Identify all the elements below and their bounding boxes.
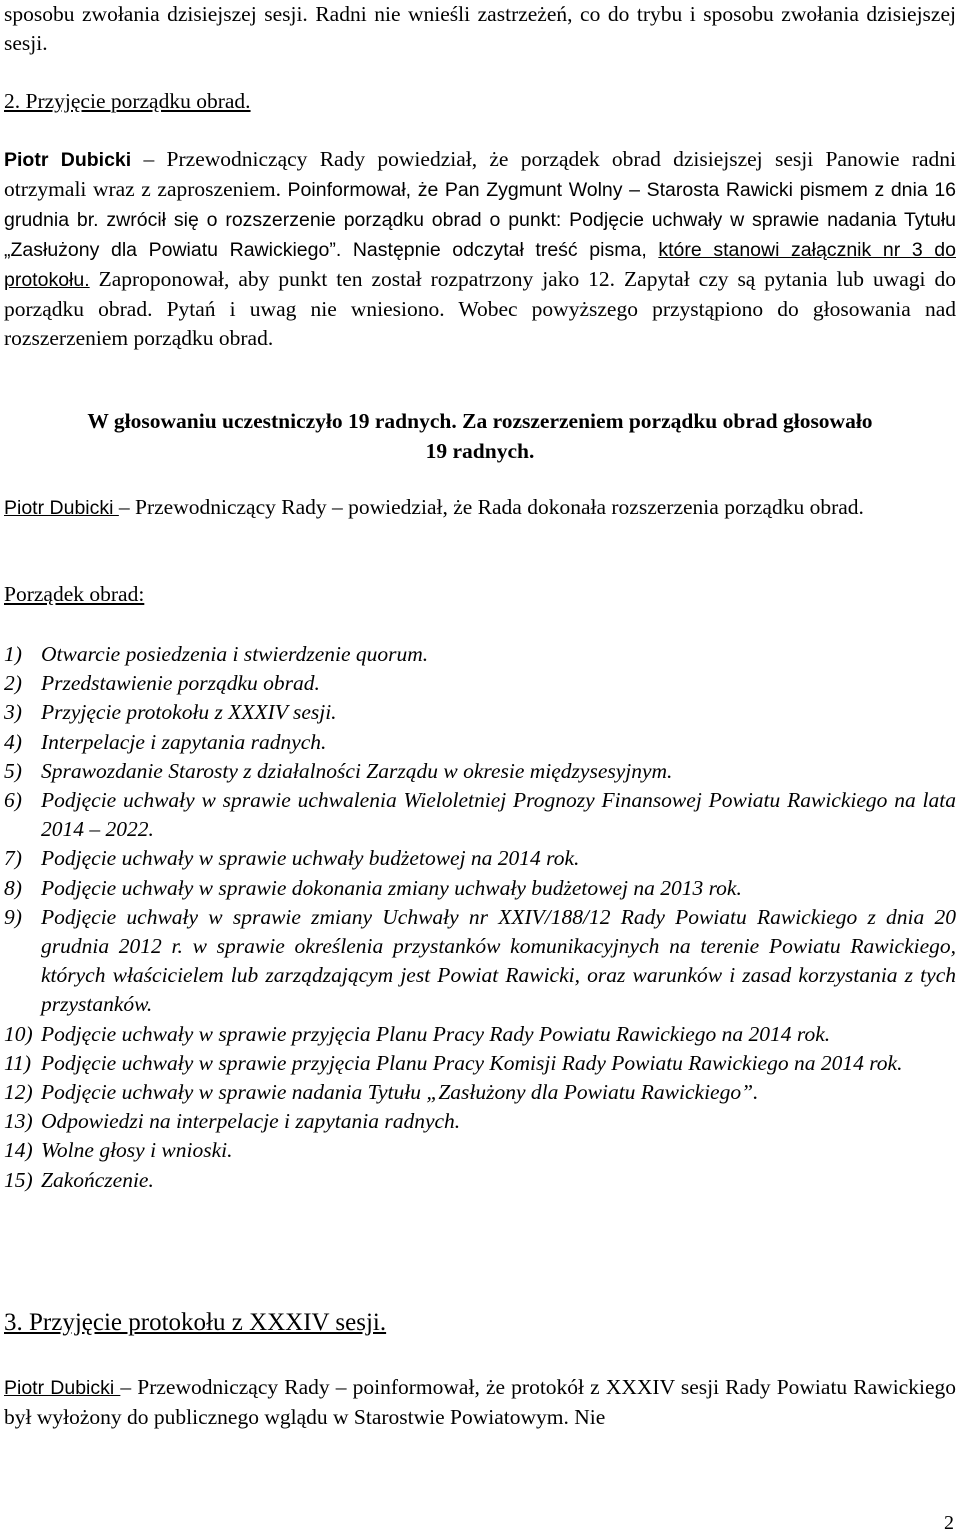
agenda-item-text: Przedstawienie porządku obrad. [41, 671, 320, 696]
agenda-item [4, 1136, 956, 1165]
agenda-item-number: 11) [4, 1050, 32, 1075]
agenda-item-number: 15) [4, 1167, 33, 1192]
section-2-heading-text: 2. Przyjęcie porządku obrad. [4, 89, 251, 113]
agenda-item [4, 786, 956, 844]
agenda-item-number: 8) [4, 875, 22, 900]
agenda-item-text: Sprawozdanie Starosty z działalności Zarządu w okresie międzysesyjnym. [41, 758, 673, 783]
agenda-item-text: Wolne głosy i wnioski. [41, 1138, 233, 1163]
agenda-item-text: Podjęcie uchwały w sprawie uchwały budżetowej na 2014 rok. [41, 846, 580, 871]
section-2-heading [4, 87, 956, 116]
agenda-title-text: Porządek obrad: [4, 582, 145, 606]
vote-result-line: 19 radnych. [425, 439, 535, 463]
attachment-reference: które stanowi załącznik nr 3 do protokołu. [4, 239, 956, 291]
agenda-item-text: Podjęcie uchwały w sprawie przyjęcia Planu Pracy Rady Powiatu Rawickiego na 2014 rok. [41, 1021, 831, 1046]
agenda-item-number: 9) [4, 904, 22, 929]
agenda-item [4, 844, 956, 873]
agenda-item-text: Podjęcie uchwały w sprawie przyjęcia Planu Pracy Komisji Rady Powiatu Rawickiego na 2014 rok. [41, 1050, 903, 1075]
paragraph-text: Zaproponował, aby punkt ten został rozpatrzony jako 12. Zapytał czy są pytania lub uwagi do porządku obrad. Pytań i uwag nie wniesiono. Wobec powyższego przystąpiono do głosowania nad rozszerzeniem porządku obrad. [4, 267, 956, 350]
agenda-item [4, 640, 956, 669]
agenda-item-text: Otwarcie posiedzenia i stwierdzenie quorum. [41, 642, 429, 666]
agenda-item-text: Podjęcie uchwały w sprawie nadania Tytułu „Zasłużony dla Powiatu Rawickiego”. [41, 1080, 759, 1105]
agenda-item-number: 5) [4, 758, 22, 783]
agenda-item-number: 4) [4, 729, 22, 754]
agenda-item-text: Podjęcie uchwały w sprawie dokonania zmiany uchwały budżetowej na 2013 rok. [41, 875, 742, 900]
paragraph-text: Poinformował, że Pan Zygmunt Wolny – Starosta Rawicki pismem z dnia 16 grudnia br. zwrócił się o rozszerzenie porządku obrad o punkt: Podjęcie uchwały w sprawie nadania Tytułu „Zasłużony dla Powiatu Rawickiego”. Następnie odczytał treść pisma, [4, 179, 957, 261]
section-2-paragraph-2 [4, 493, 956, 523]
agenda-item-text: Odpowiedzi na interpelacje i zapytania radnych. [41, 1109, 461, 1134]
agenda-item-text: Zakończenie. [41, 1167, 154, 1192]
agenda-item-text: Podjęcie uchwały w sprawie uchwalenia Wieloletniej Prognozy Finansowej Powiatu Rawickiego na lata 2014 – 2022. [41, 788, 956, 842]
agenda-item [4, 1049, 956, 1078]
agenda-item [4, 728, 956, 757]
section-3-heading [4, 1308, 956, 1337]
agenda-item [4, 874, 956, 903]
section-3-heading-text: 3. Przyjęcie protokołu z XXXIV sesji. [4, 1309, 387, 1336]
agenda-item-number: 13) [4, 1109, 33, 1134]
agenda-item-number: 12) [4, 1080, 33, 1105]
intro-paragraph: sposobu zwołania dzisiejszej sesji. Radni nie wnieśli zastrzeżeń, co do trybu i sposobu zwołania dzisiejszej sesji. [4, 2, 956, 55]
agenda-item-number: 2) [4, 671, 22, 696]
agenda-list [4, 640, 956, 1195]
paragraph-text: – Przewodniczący Rady powiedział, że porządek obrad dzisiejszej sesji Panowie radni otrzymali wraz z zaproszeniem. [4, 147, 956, 201]
page-number: 2 [944, 1512, 954, 1534]
vote-result-line: W głosowaniu uczestniczyło 19 radnych. Za rozszerzeniem porządku obrad głosowało [87, 409, 873, 433]
agenda-item [4, 1166, 956, 1195]
speaker-name: Piotr Dubicki [4, 497, 119, 519]
agenda-item [4, 1107, 956, 1136]
speaker-name: Piotr Dubicki [4, 1377, 121, 1399]
agenda-item-number: 3) [4, 700, 22, 725]
agenda-item-text: Podjęcie uchwały w sprawie zmiany Uchwały nr XXIV/188/12 Rady Powiatu Rawickiego z dnia 20 grudnia 2012 r. w sprawie określenia przystanków komunikacyjnych na terenie Powiatu Rawickiego, których właścicielem lub zarządzającym jest Powiat Rawicki, oraz warunków i zasad korzystania z tych przystanków. [41, 904, 956, 1017]
vote-result [4, 406, 956, 466]
agenda-item-number: 6) [4, 788, 22, 813]
agenda-item-number: 1) [4, 642, 22, 666]
agenda-item [4, 1020, 956, 1049]
agenda-item-text: Interpelacje i zapytania radnych. [41, 729, 327, 754]
paragraph-text: – Przewodniczący Rady – poinformował, że protokół z XXXIV sesji Rady Powiatu Rawickiego był wyłożony do publicznego wglądu w Starostwie Powiatowym. Nie [4, 1375, 956, 1429]
agenda-item [4, 669, 956, 698]
agenda-title [4, 580, 956, 609]
agenda-item-number: 14) [4, 1138, 33, 1163]
agenda-item-number: 10) [4, 1021, 33, 1046]
section-2-paragraph-1 [4, 145, 956, 353]
paragraph-text: – Przewodniczący Rady – powiedział, że Rada dokonała rozszerzenia porządku obrad. [118, 495, 864, 519]
agenda-item [4, 1078, 956, 1107]
section-3-paragraph [4, 1373, 956, 1432]
agenda-item-number: 7) [4, 846, 22, 871]
speaker-name: Piotr Dubicki [4, 149, 132, 171]
agenda-item-text: Przyjęcie protokołu z XXXIV sesji. [41, 700, 337, 725]
agenda-item [4, 757, 956, 786]
agenda-item [4, 903, 956, 1020]
agenda-item [4, 698, 956, 727]
